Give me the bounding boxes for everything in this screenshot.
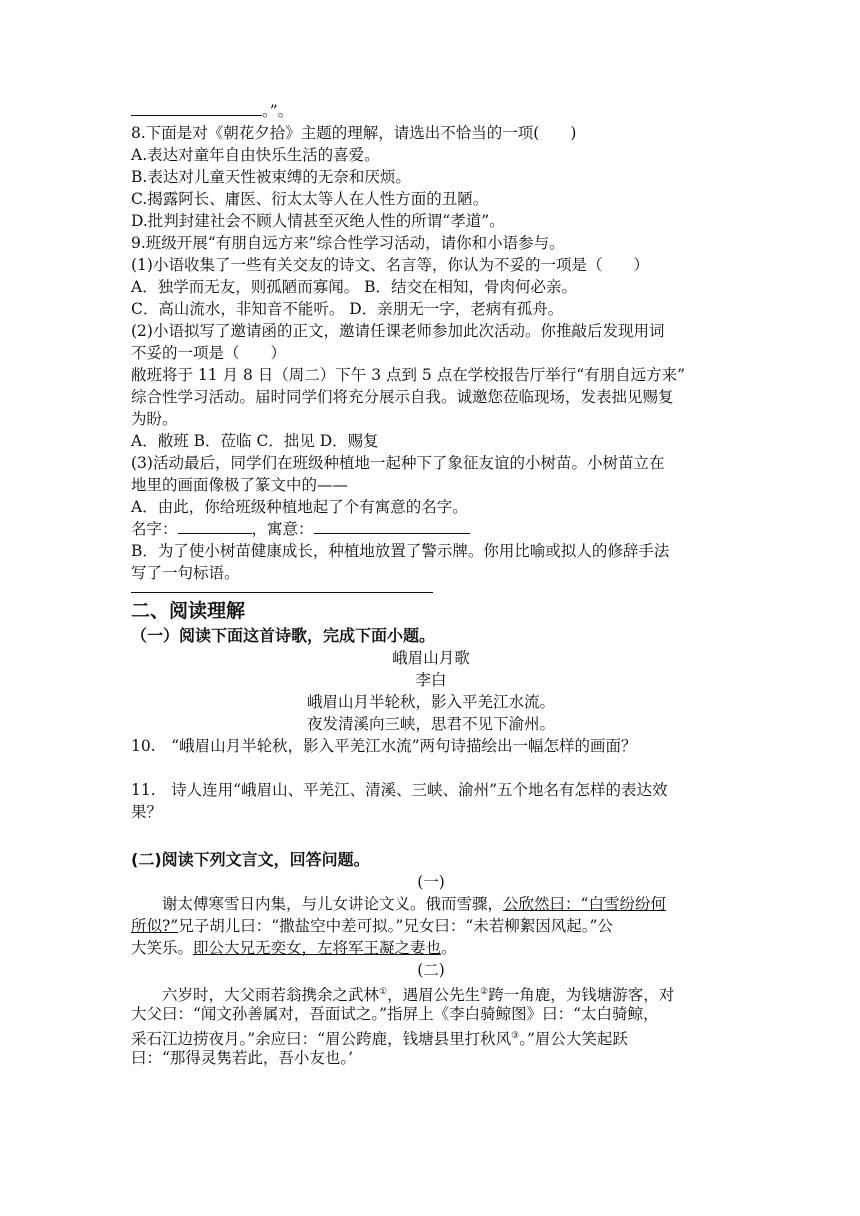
meaning-label: ，寓意： bbox=[251, 520, 314, 538]
answer-line bbox=[131, 592, 433, 593]
answer-blank bbox=[131, 101, 262, 116]
footnote-mark-2: ② bbox=[480, 987, 489, 997]
q9-part3-b-cont: 写了一句标语。 bbox=[131, 564, 240, 582]
text2-line-1: 六岁时，大父雨若翁携余之武林①，遇眉公先生②跨一角鹿，为钱塘游客，对 bbox=[162, 986, 675, 1005]
q7-answer-line bbox=[131, 100, 731, 122]
q9-part1-options-ab: A．独学而无友，则孤陋而寡闻。 B．结交在相知，骨肉何必亲。 bbox=[131, 278, 578, 296]
text1-line-2: 所似?”兄子胡儿曰：“撒盐空中差可拟。”兄女曰：“未若柳絮因风起。”公 bbox=[131, 917, 613, 935]
q10: 10. “峨眉山月半轮秋，影入平羌江水流”两句诗描绘出一幅怎样的画面？ bbox=[131, 737, 637, 755]
poem-line-2: 夜发清溪向三峡，思君不见下渝州。 bbox=[306, 715, 555, 733]
q8-option-d: D.批判封建社会不顾人情甚至灭绝人性的所谓“孝道”。 bbox=[131, 212, 505, 230]
q9-part2-stem: (2)小语拟写了邀请函的正文，邀请任课老师参加此次活动。你推敲后发现用词 bbox=[131, 322, 665, 340]
q11-cont: 果？ bbox=[131, 803, 163, 821]
q9-invitation-text: 敝班将于 11 月 8 日（周二）下午 3 点到 5 点在学校报告厅举行“有朋自远方来” bbox=[131, 366, 686, 384]
poem-line-1: 峨眉山月半轮秋，影入平羌江水流。 bbox=[306, 693, 555, 711]
text-part-2-label: (二) bbox=[417, 961, 445, 979]
text1-line-1: 谢太傅寒雪日内集，与儿女讲论文义。俄而雪骤，公欣然曰：“白雪纷纷何 bbox=[162, 895, 666, 913]
q9-stem: 9.班级开展“有朋自远方来”综合性学习活动，请你和小语参与。 bbox=[131, 234, 565, 252]
q9-part3-stem-cont: 地里的画面像极了篆文中的—— bbox=[131, 476, 349, 494]
underlined-sentence-2: 即公大兄无奕女，左将军王凝之妻也 bbox=[193, 939, 442, 957]
q9-part1-options-cd: C．高山流水，非知音不能听。 D．亲朋无一字，老病有孤舟。 bbox=[131, 300, 564, 318]
q9-part3-b: B．为了使小树苗健康成长，种植地放置了警示牌。你用比喻或拟人的修辞手法 bbox=[131, 542, 670, 560]
footnote-mark-1: ① bbox=[379, 987, 388, 997]
document-page bbox=[131, 100, 731, 1069]
text1-line-3: 大笑乐。即公大兄无奕女，左将军王凝之妻也。 bbox=[131, 939, 457, 957]
q9-invitation-text-cont: 综合性学习活动。届时同学们将充分展示自我。诚邀您莅临现场，发表拙见赐复 bbox=[131, 388, 674, 406]
q9-part2-stem-cont: 不妥的一项是（ ） bbox=[131, 344, 287, 362]
q9-invitation-text-end: 为盼。 bbox=[131, 410, 178, 428]
q8-option-b: B.表达对儿童天性被束缚的无奈和厌烦。 bbox=[131, 168, 411, 186]
underlined-sentence: 公欣然曰：“白雪纷纷何 bbox=[503, 895, 666, 913]
name-label: 名字： bbox=[131, 520, 178, 538]
q8-option-a: A.表达对童年自由快乐生活的喜爱。 bbox=[131, 146, 380, 164]
q11: 11. 诗人连用“峨眉山、平羌江、清溪、三峡、渝州”五个地名有怎样的表达效 bbox=[131, 781, 668, 799]
text2-line-2: 大父曰：“闻文孙善属对，吾面试之。”指屏上《李白骑鲸图》曰：“太白骑鲸， bbox=[131, 1005, 659, 1023]
q8-stem: 8.下面是对《朝花夕拾》主题的理解，请选出不恰当的一项( ) bbox=[131, 124, 577, 142]
q8-option-c: C.揭露阿长、庸医、衍太太等人在人性方面的丑陋。 bbox=[131, 190, 489, 208]
q7-tail-text: 。”。 bbox=[262, 102, 294, 120]
meaning-blank bbox=[314, 519, 470, 534]
section-title: 二、阅读理解 bbox=[131, 600, 246, 622]
q9-name-meaning-line bbox=[131, 518, 731, 540]
q9-part3-stem: (3)活动最后，同学们在班级种植地一起种下了象征友谊的小树苗。小树苗立在 bbox=[131, 454, 665, 472]
q9-part2-options: A．敝班 B．莅临 C．拙见 D．赐复 bbox=[131, 432, 379, 450]
q9-part1-stem: (1)小语收集了一些有关交友的诗文、名言等，你认为不妥的一项是（ ） bbox=[131, 256, 649, 274]
text2-line-3: 采石江边捞夜月。”余应曰：“眉公跨鹿，钱塘县里打秋风③。”眉公大笑起跃 bbox=[131, 1030, 628, 1049]
q9-part3-a: A．由此，你给班级种植地起了个有寓意的名字。 bbox=[131, 498, 468, 516]
poem-author: 李白 bbox=[415, 671, 447, 689]
text-part-1-label: (一) bbox=[417, 873, 445, 891]
text2-line-4: 曰：“那得灵隽若此，吾小友也。’ bbox=[131, 1049, 354, 1067]
name-blank bbox=[178, 519, 252, 534]
footnote-mark-3: ③ bbox=[511, 1031, 520, 1041]
subsection-classical-title: (二)阅读下列文言文，回答问题。 bbox=[131, 850, 370, 869]
poem-title: 峨眉山月歌 bbox=[392, 649, 470, 667]
subsection-poem-title: （一）阅读下面这首诗歌，完成下面小题。 bbox=[131, 626, 436, 645]
